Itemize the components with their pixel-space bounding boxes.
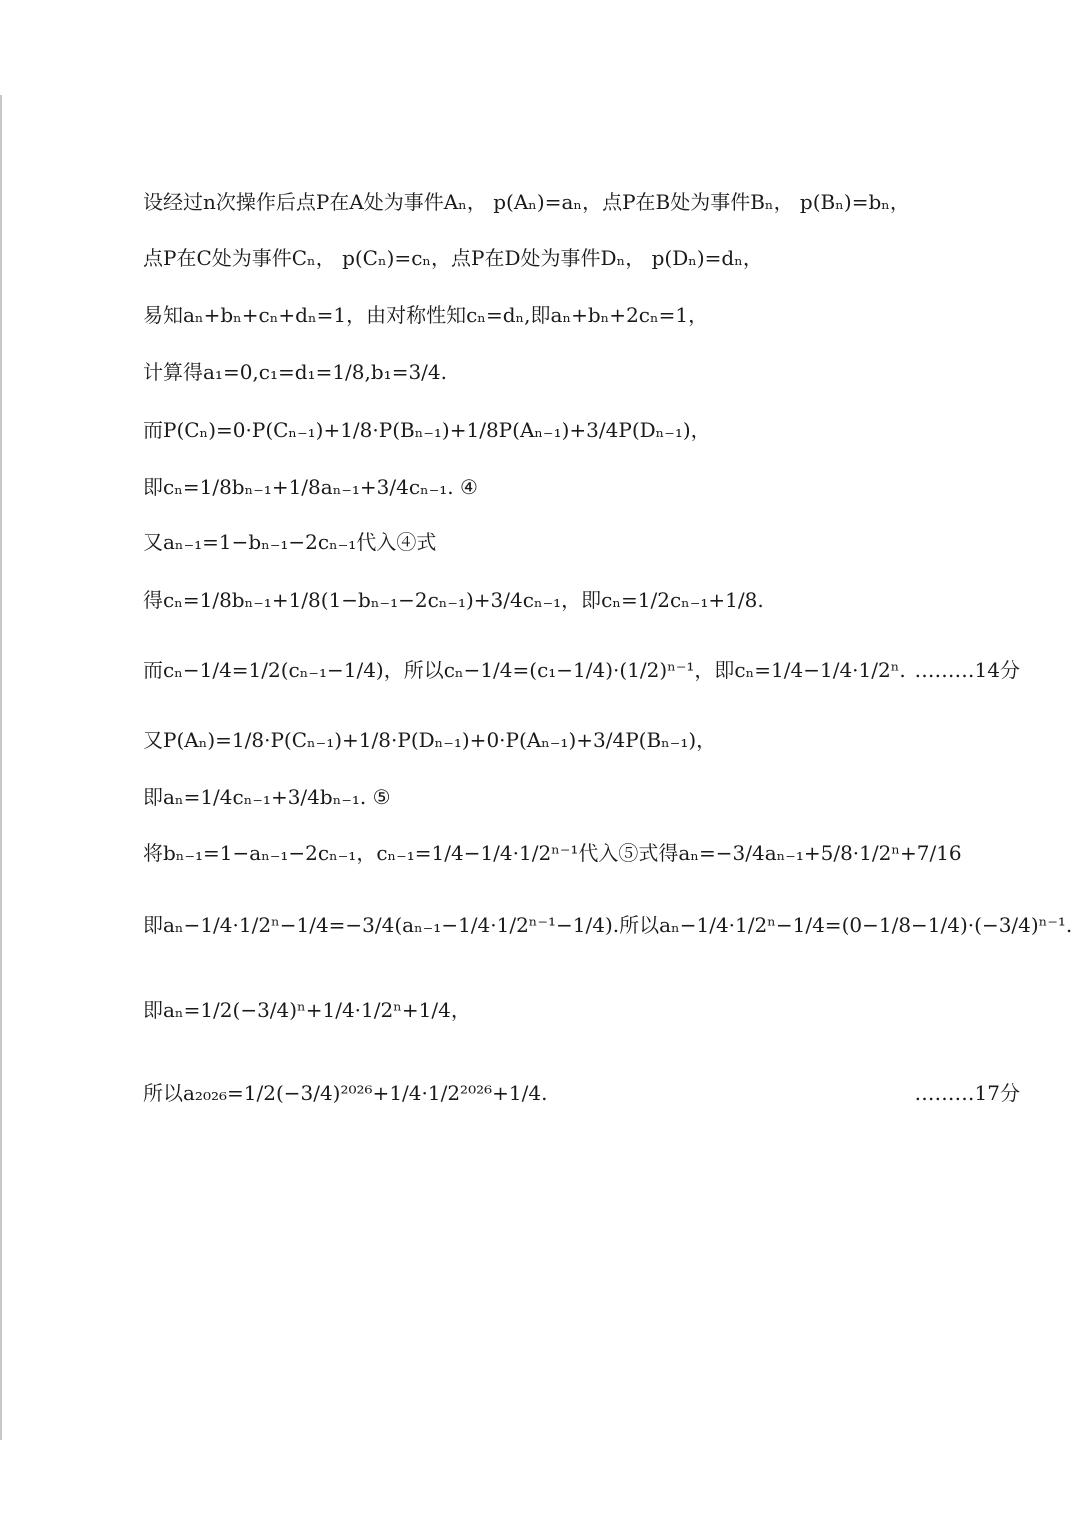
solution-line-14 — [143, 1000, 1020, 1020]
line-text: 即aₙ=1/4cₙ₋₁+3/4bₙ₋₁. ⑤ — [143, 785, 391, 809]
line-text: 设经过n次操作后点P在A处为事件Aₙ， p(Aₙ)=aₙ，点P在B处为事件Bₙ， p(Bₙ)=bₙ， — [143, 190, 910, 214]
line-text: 计算得a₁=0,c₁=d₁=1/8,b₁=3/4. — [143, 360, 448, 384]
line-text: 又P(Aₙ)=1/8·P(Cₙ₋₁)+1/8·P(Dₙ₋₁)+0·P(Aₙ₋₁)+3/4P(Bₙ₋₁)， — [143, 728, 717, 752]
line-text: 点P在C处为事件Cₙ， p(Cₙ)=cₙ，点P在D处为事件Dₙ， p(Dₙ)=dₙ， — [143, 246, 763, 270]
line-text: 即aₙ=1/2(−3/4)ⁿ+1/4·1/2ⁿ+1/4， — [143, 998, 471, 1022]
line-text: 即aₙ−1/4·1/2ⁿ−1/4=−3/4(aₙ₋₁−1/4·1/2ⁿ⁻¹−1/4).所以aₙ−1/4·1/2ⁿ−1/4=(0−1/8−1/4)·(−3/4)ⁿ⁻¹. — [143, 913, 1073, 937]
line-text: 即cₙ=1/8bₙ₋₁+1/8aₙ₋₁+3/4cₙ₋₁. ④ — [143, 475, 478, 499]
solution-line-15 — [143, 1083, 1020, 1103]
solution-line-4 — [143, 362, 1020, 382]
solution-line-6 — [143, 477, 1020, 497]
line-text: 所以a₂₀₂₆=1/2(−3/4)²⁰²⁶+1/4·1/2²⁰²⁶+1/4. — [143, 1081, 548, 1105]
solution-line-8 — [143, 590, 1020, 610]
solution-line-9 — [143, 660, 1020, 680]
score-mark-14: ………14分 — [914, 658, 1020, 682]
solution-line-3 — [143, 305, 1020, 325]
line-text: 而cₙ−1/4=1/2(cₙ₋₁−1/4)，所以cₙ−1/4=(c₁−1/4)·(1/2)ⁿ⁻¹，即cₙ=1/4−1/4·1/2ⁿ. — [143, 658, 906, 682]
solution-line-1 — [143, 192, 1020, 212]
solution-line-12 — [143, 843, 1020, 863]
line-text: 将bₙ₋₁=1−aₙ₋₁−2cₙ₋₁，cₙ₋₁=1/4−1/4·1/2ⁿ⁻¹代入⑤式得aₙ=−3/4aₙ₋₁+5/8·1/2ⁿ+7/16 — [143, 841, 962, 865]
solution-line-2 — [143, 248, 1020, 268]
solution-line-13 — [143, 913, 1073, 937]
score-mark-17: ………17分 — [914, 1081, 1020, 1105]
line-text: 而P(Cₙ)=0·P(Cₙ₋₁)+1/8·P(Bₙ₋₁)+1/8P(Aₙ₋₁)+3/4P(Dₙ₋₁)， — [143, 418, 711, 442]
line-text: 易知aₙ+bₙ+cₙ+dₙ=1，由对称性知cₙ=dₙ,即aₙ+bₙ+2cₙ=1， — [143, 303, 709, 327]
solution-line-7 — [143, 532, 1020, 552]
solution-line-10 — [143, 730, 1020, 750]
line-text: 得cₙ=1/8bₙ₋₁+1/8(1−bₙ₋₁−2cₙ₋₁)+3/4cₙ₋₁，即cₙ=1/2cₙ₋₁+1/8. — [143, 588, 764, 612]
solution-line-11 — [143, 787, 1020, 807]
line-text: 又aₙ₋₁=1−bₙ₋₁−2cₙ₋₁代入④式 — [143, 530, 437, 554]
solution-line-5 — [143, 420, 1020, 440]
